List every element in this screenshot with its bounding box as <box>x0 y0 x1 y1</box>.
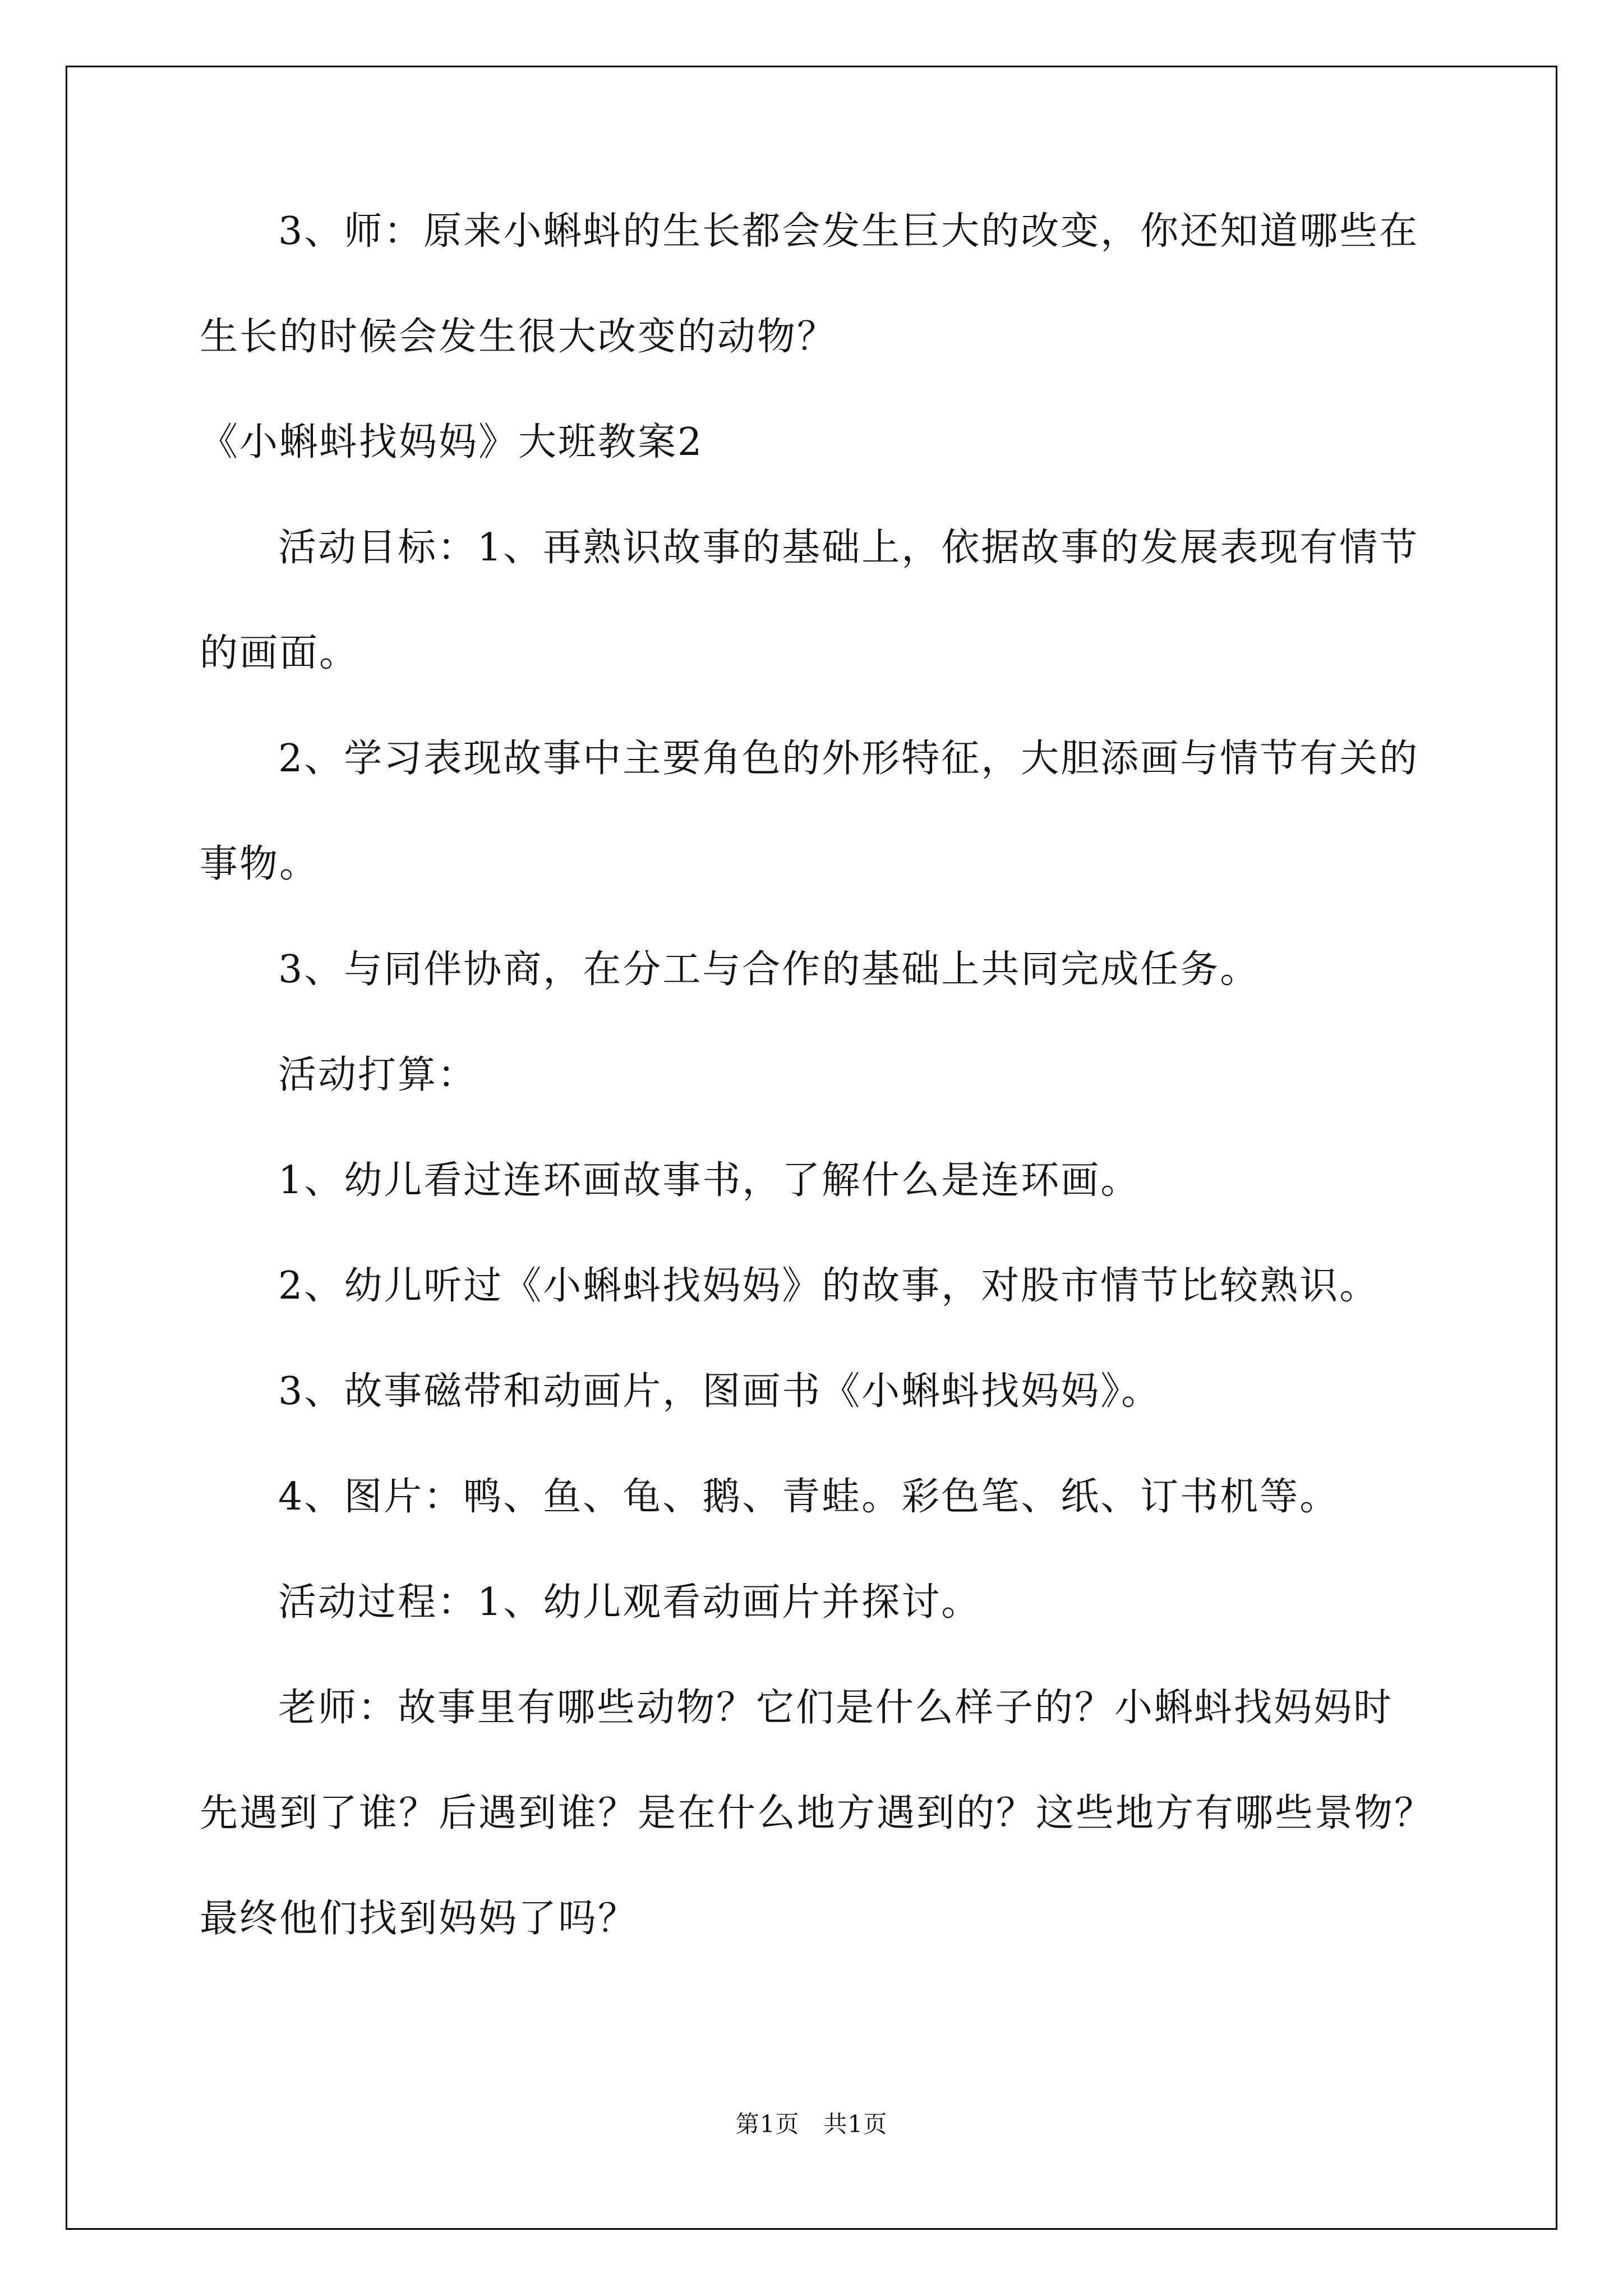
page-number-footer: 第1页 共1页 <box>735 2110 888 2138</box>
section-title: 《小蝌蚪找妈妈》大班教案2 <box>200 420 704 464</box>
paragraph-line: 1、幼儿看过连环画故事书，了解什么是连环画。 <box>278 1158 1141 1203</box>
paragraph-line: 的画面。 <box>200 631 359 675</box>
paragraph-line: 4、图片：鸭、鱼、龟、鹅、青蛙。彩色笔、纸、订书机等。 <box>278 1475 1340 1519</box>
paragraph-line: 老师：故事里有哪些动物？它们是什么样子的？小蝌蚪找妈妈时 <box>278 1686 1394 1730</box>
paragraph-line: 3、师：原来小蝌蚪的生长都会发生巨大的改变，你还知道哪些在 <box>278 209 1419 254</box>
paragraph-line: 2、学习表现故事中主要角色的外形特征，大胆添画与情节有关的 <box>278 737 1419 781</box>
paragraph-line: 最终他们找到妈妈了吗？ <box>200 1897 638 1941</box>
paragraph-line: 事物。 <box>200 842 320 886</box>
paragraph-line: 生长的时候会发生很大改变的动物？ <box>200 315 837 359</box>
paragraph-line: 活动过程：1、幼儿观看动画片并探讨。 <box>278 1580 981 1625</box>
paragraph-line: 先遇到了谁？后遇到谁？是在什么地方遇到的？这些地方有哪些景物？ <box>200 1791 1435 1835</box>
paragraph-line: 活动打算： <box>278 1053 478 1097</box>
paragraph-line: 3、故事磁带和动画片，图画书《小蝌蚪找妈妈》。 <box>278 1369 1161 1414</box>
paragraph-line: 2、幼儿听过《小蝌蚪找妈妈》的故事，对股市情节比较熟识。 <box>278 1264 1380 1308</box>
paragraph-line: 3、与同伴协商，在分工与合作的基础上共同完成任务。 <box>278 947 1260 992</box>
paragraph-line: 活动目标：1、再熟识故事的基础上，依据故事的发展表现有情节 <box>278 526 1419 570</box>
